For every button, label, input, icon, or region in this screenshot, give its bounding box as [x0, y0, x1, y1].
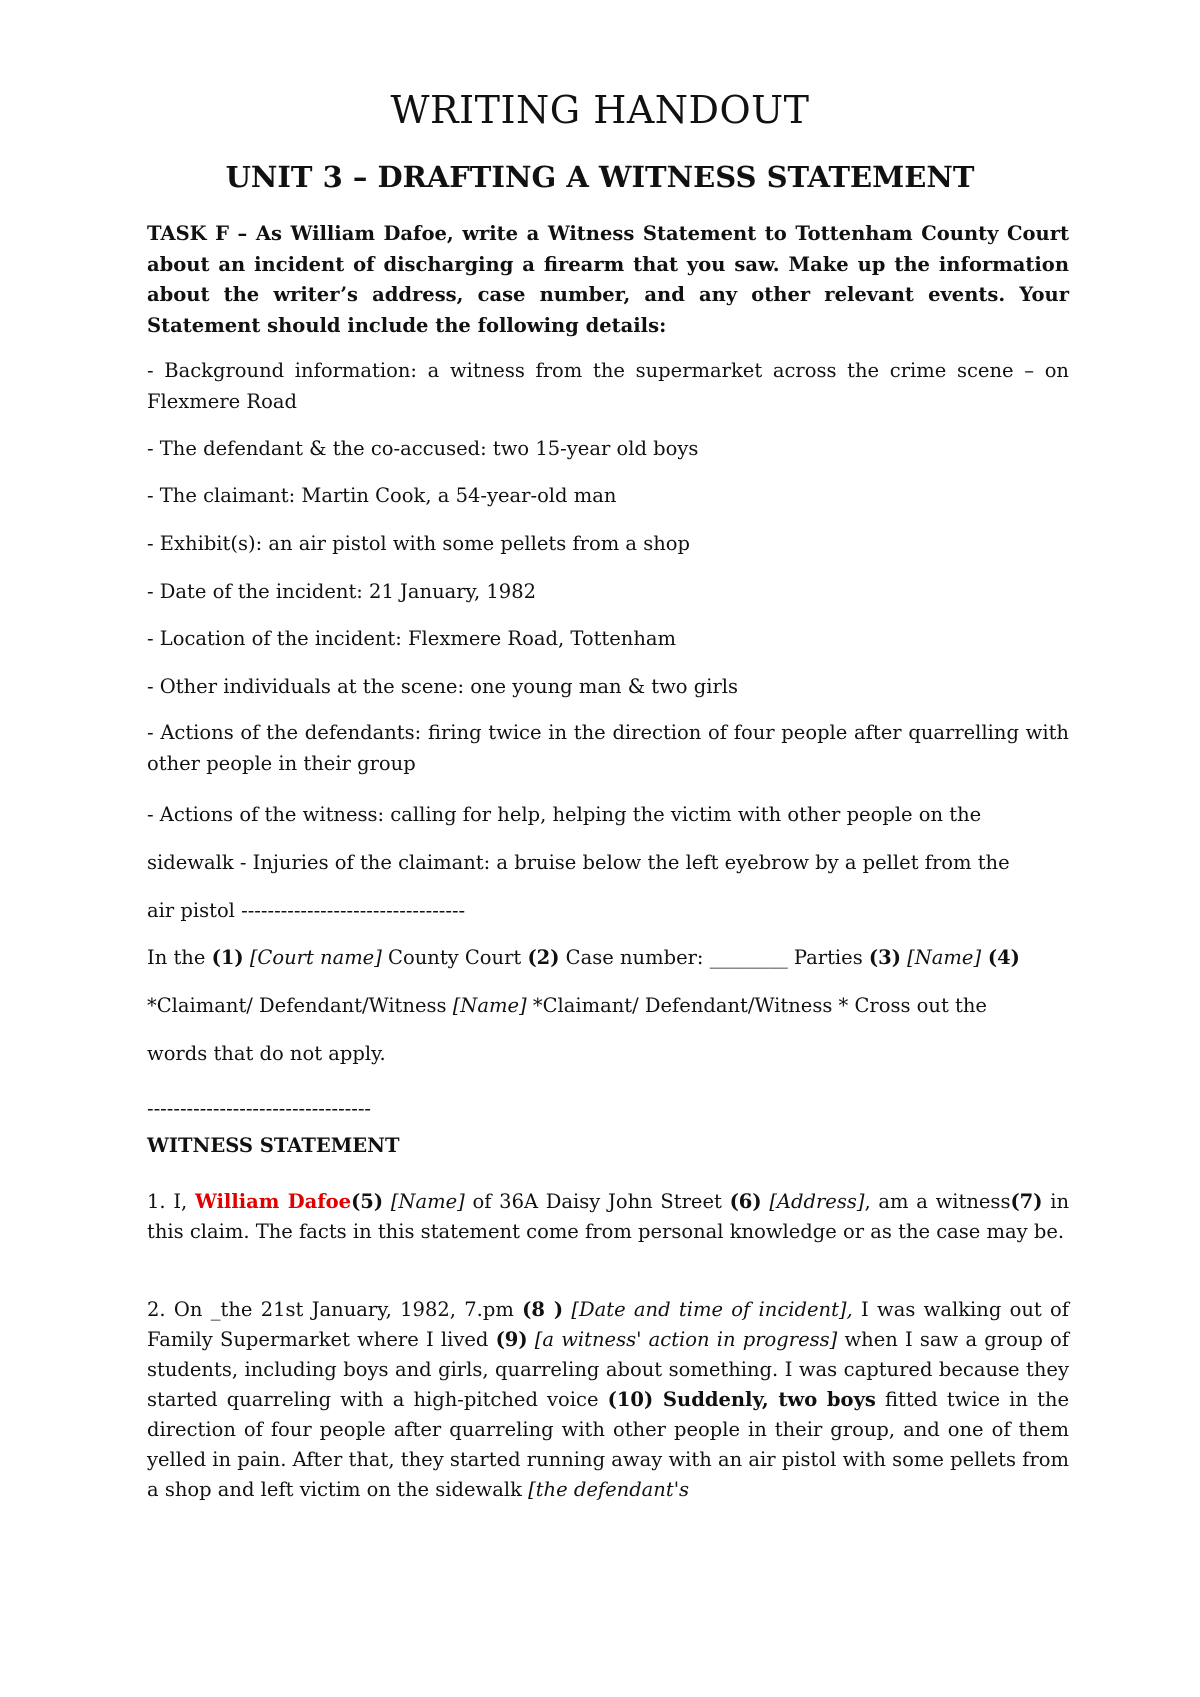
- court-line-2: [147, 982, 1069, 1030]
- court-text: *Claimant/ Defendant/Witness: [147, 994, 453, 1017]
- statement-paragraph-1: [147, 1187, 1069, 1247]
- p2-bold-text: Suddenly, two boys: [653, 1388, 876, 1411]
- court-line-1: [147, 934, 1069, 982]
- blank-number-3: (3): [868, 946, 901, 969]
- blank-number-8: (8 ): [522, 1298, 564, 1321]
- p2-text: 2. On _the 21st January, 1982, 7.pm: [147, 1298, 523, 1321]
- p1-text: in this claim. The facts in this statement come from personal knowledge or as the case may be.: [147, 1190, 1070, 1243]
- placeholder-name: [Name]: [452, 994, 527, 1017]
- detail-exhibits: - Exhibit(s): an air pistol with some pellets from a shop: [147, 532, 691, 555]
- placeholder-name: [Name]: [383, 1190, 465, 1213]
- court-text: *Claimant/ Defendant/Witness * Cross out the: [526, 994, 987, 1017]
- blank-number-7: (7): [1010, 1190, 1043, 1213]
- detail-background: - Background information: a witness from the supermarket across the crime scene – on Flexmere Road: [147, 359, 1069, 413]
- court-text: Case number: ________ Parties: [559, 946, 869, 969]
- blank-number-2: (2): [527, 946, 560, 969]
- court-text: In the: [147, 946, 212, 969]
- task-instructions: TASK F – As William Dafoe, write a Witness Statement to Tottenham County Court about an incident of discharging a firearm that you saw. Make up the information about the writer’s address, case number, and any other relevant events. Your Statement should include the following details:: [147, 222, 1069, 337]
- detail-witness-actions-line1: - Actions of the witness: calling for help, helping the victim with other people on the: [147, 803, 982, 826]
- court-line-3: words that do not apply.: [147, 1042, 386, 1065]
- detail-defendant-actions: - Actions of the defendants: firing twice in the direction of four people after quarrelling with other people in their group: [147, 721, 1069, 775]
- placeholder-address: [Address]: [761, 1190, 865, 1213]
- blank-number-5: (5): [351, 1190, 384, 1213]
- detail-date: - Date of the incident: 21 January, 1982: [147, 580, 537, 603]
- detail-location: - Location of the incident: Flexmere Road, Tottenham: [147, 627, 677, 650]
- court-text: County Court: [381, 946, 528, 969]
- detail-witness-actions-line2: sidewalk - Injuries of the claimant: a bruise below the left eyebrow by a pellet from the: [147, 851, 1010, 874]
- blank-number-9: (9): [495, 1328, 528, 1351]
- detail-claimant: - The claimant: Martin Cook, a 54-year-old man: [147, 484, 617, 507]
- unit-heading: UNIT 3 – DRAFTING A WITNESS STATEMENT: [225, 160, 975, 194]
- document-title: WRITING HANDOUT: [390, 88, 810, 132]
- blank-number-1: (1): [211, 946, 244, 969]
- blank-number-10: (10): [607, 1388, 654, 1411]
- placeholder-court-name: [Court name]: [243, 946, 382, 969]
- placeholder-witness-action: [a witness' action in progress]: [527, 1328, 838, 1351]
- placeholder-name: [Name]: [900, 946, 982, 969]
- detail-defendants: - The defendant & the co-accused: two 15-year old boys: [147, 437, 699, 460]
- placeholder-date-time: [Date and time of incident],: [563, 1298, 853, 1321]
- p2-text: fitted twice in the direction of four people after quarreling with other people in their group, and one of them yelled in pain. After that, they started running away with an air pistol with some pellets from a shop and left victim on the sidewalk: [147, 1388, 1070, 1501]
- blank-number-4: (4): [981, 946, 1020, 969]
- p2-text: when I saw a group of students, including boys and girls, quarreling about something. I was captured because they started quarreling with a high-pitched voice: [147, 1328, 1069, 1411]
- blank-number-6: (6): [729, 1190, 762, 1213]
- separator-line: ----------------------------------: [147, 1097, 372, 1120]
- placeholder-defendant-action: [the defendant's: [528, 1478, 690, 1501]
- witness-name: William Dafoe: [194, 1190, 352, 1213]
- detail-other-individuals: - Other individuals at the scene: one young man & two girls: [147, 675, 739, 698]
- statement-paragraph-2: [147, 1295, 1069, 1505]
- p2-text: I was walking out of Family Supermarket where I lived: [147, 1298, 1069, 1351]
- witness-statement-heading: WITNESS STATEMENT: [147, 1134, 400, 1157]
- p1-text: , am a witness: [864, 1190, 1011, 1213]
- p1-text: 1. I,: [147, 1190, 195, 1213]
- p1-text: of 36A Daisy John Street: [464, 1190, 730, 1213]
- detail-witness-actions-line3: air pistol ----------------------------------: [147, 899, 466, 922]
